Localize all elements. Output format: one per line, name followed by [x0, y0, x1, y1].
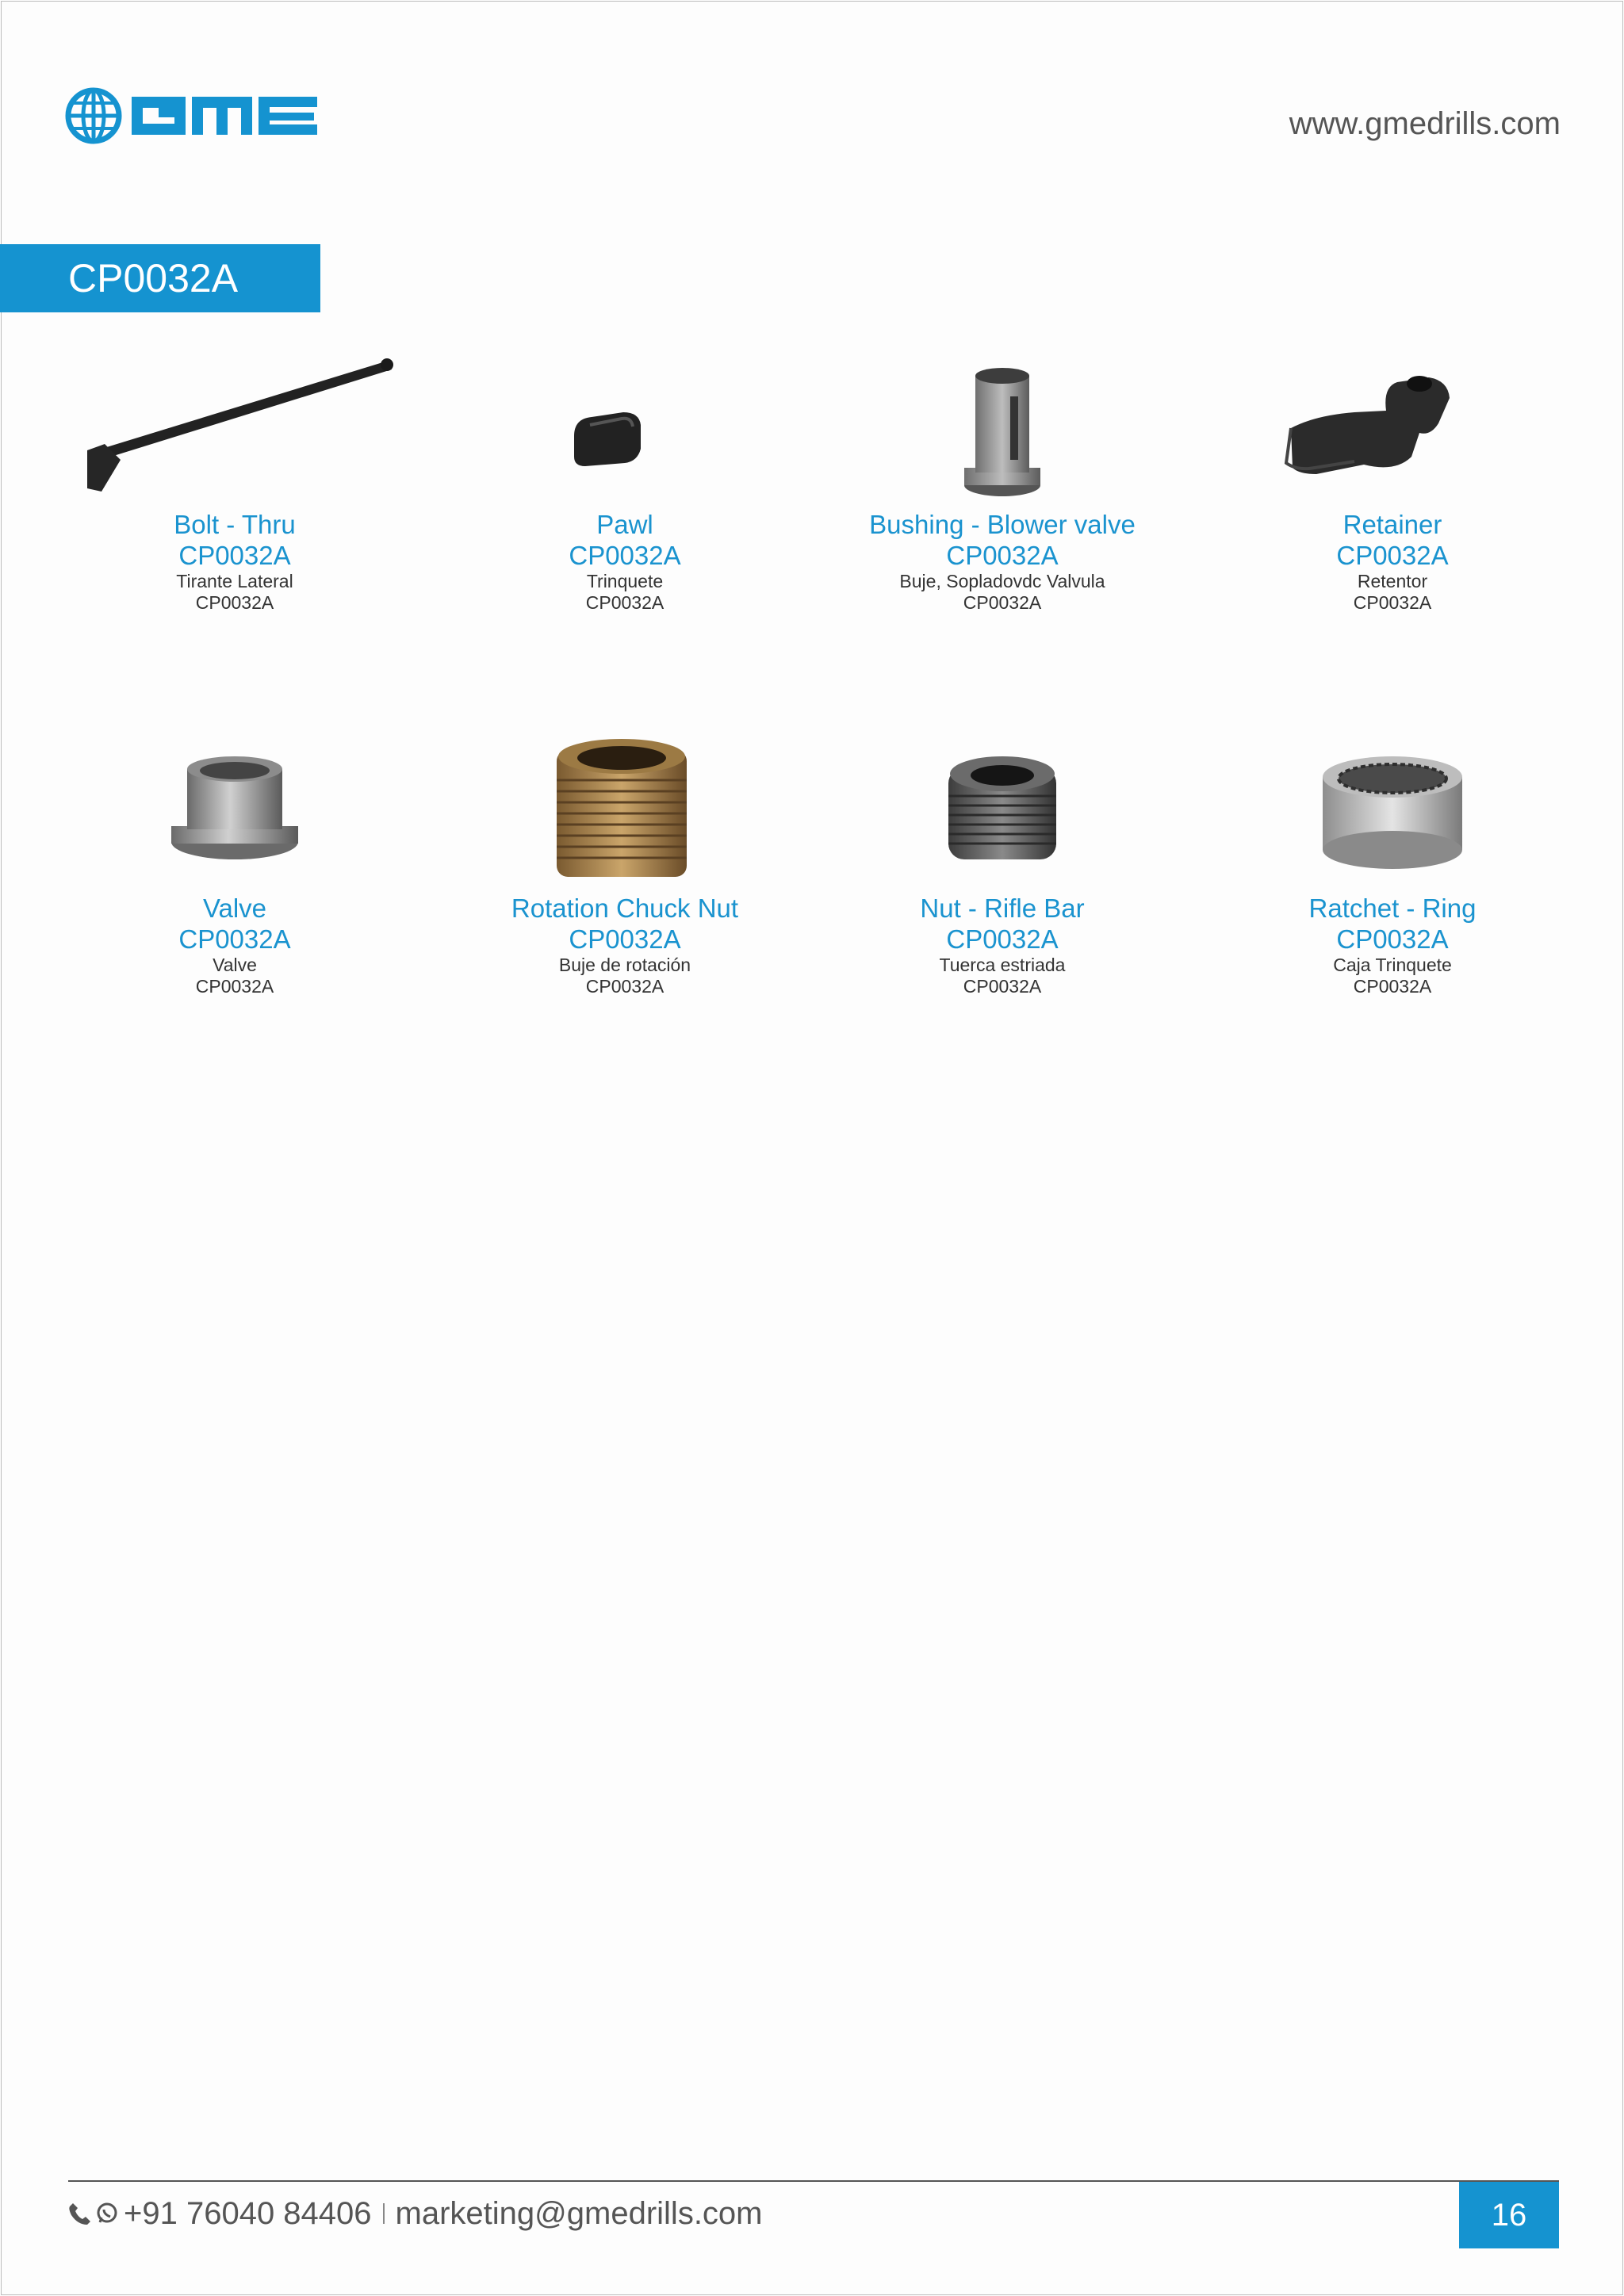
bushing-image: [812, 349, 1193, 507]
product-card: [44, 733, 425, 1002]
product-card: [435, 349, 815, 618]
product-name-es: Trinquete: [586, 571, 664, 591]
product-code-es: CP0032A: [585, 592, 665, 613]
product-code: CP0032A: [946, 924, 1059, 954]
product-name: Ratchet - Ring: [1308, 894, 1477, 923]
product-name-es: Valve: [213, 955, 257, 975]
ratchet-ring-image: [1202, 733, 1583, 891]
product-card: [812, 349, 1193, 618]
chuck-nut-image: [435, 733, 815, 891]
product-code: CP0032A: [946, 541, 1059, 570]
pawl-image: [435, 349, 815, 507]
website-url[interactable]: www.gmedrills.com: [1289, 106, 1561, 141]
product-name: Valve: [202, 894, 267, 923]
rifle-nut-image: [812, 733, 1193, 891]
retainer-image: [1202, 349, 1583, 507]
product-code: CP0032A: [178, 541, 291, 570]
product-name: Retainer: [1342, 510, 1442, 539]
bolt-image: [44, 349, 425, 507]
whatsapp-icon: [95, 2202, 119, 2225]
section-title: CP0032A: [68, 256, 239, 300]
product-code: CP0032A: [178, 924, 291, 954]
product-card: [435, 733, 815, 1002]
email-link[interactable]: marketing@gmedrills.com: [395, 2195, 763, 2231]
product-name: Bushing - Blower valve: [869, 510, 1136, 539]
product-card: [812, 733, 1193, 1002]
product-name-es: Buje de rotación: [558, 955, 691, 975]
footer-separator: [383, 2203, 385, 2224]
product-code-es: CP0032A: [585, 976, 665, 997]
product-code-es: CP0032A: [1353, 592, 1432, 613]
product-code-es: CP0032A: [1353, 976, 1432, 997]
product-name: Pawl: [596, 510, 653, 539]
product-name: Rotation Chuck Nut: [511, 894, 739, 923]
phone-number[interactable]: +91 76040 84406: [124, 2195, 372, 2231]
valve-image: [44, 733, 425, 891]
product-code-es: CP0032A: [963, 976, 1042, 997]
product-name-es: Buje, Sopladovdc Valvula: [899, 571, 1105, 591]
product-code-es: CP0032A: [963, 592, 1042, 613]
product-name-es: Retentor: [1357, 571, 1428, 591]
product-name: Nut - Rifle Bar: [920, 894, 1085, 923]
product-card: [1202, 733, 1583, 1002]
product-name-es: Tuerca estriada: [939, 955, 1066, 975]
page-number: 16: [1459, 2182, 1559, 2248]
product-card: [1202, 349, 1583, 618]
footer-contact: [68, 2191, 763, 2236]
footer-rule: [68, 2180, 1559, 2182]
product-code-es: CP0032A: [195, 976, 274, 997]
product-code: CP0032A: [1336, 541, 1449, 570]
product-name: Bolt - Thru: [174, 510, 296, 539]
product-code: CP0032A: [569, 924, 681, 954]
phone-icon: [68, 2202, 90, 2225]
product-code-es: CP0032A: [195, 592, 274, 613]
product-code: CP0032A: [569, 541, 681, 570]
product-card: [44, 349, 425, 618]
product-name-es: Tirante Lateral: [176, 571, 293, 591]
product-name-es: Caja Trinquete: [1333, 955, 1452, 975]
product-code: CP0032A: [1336, 924, 1449, 954]
product-grid: [0, 0, 1624, 1110]
